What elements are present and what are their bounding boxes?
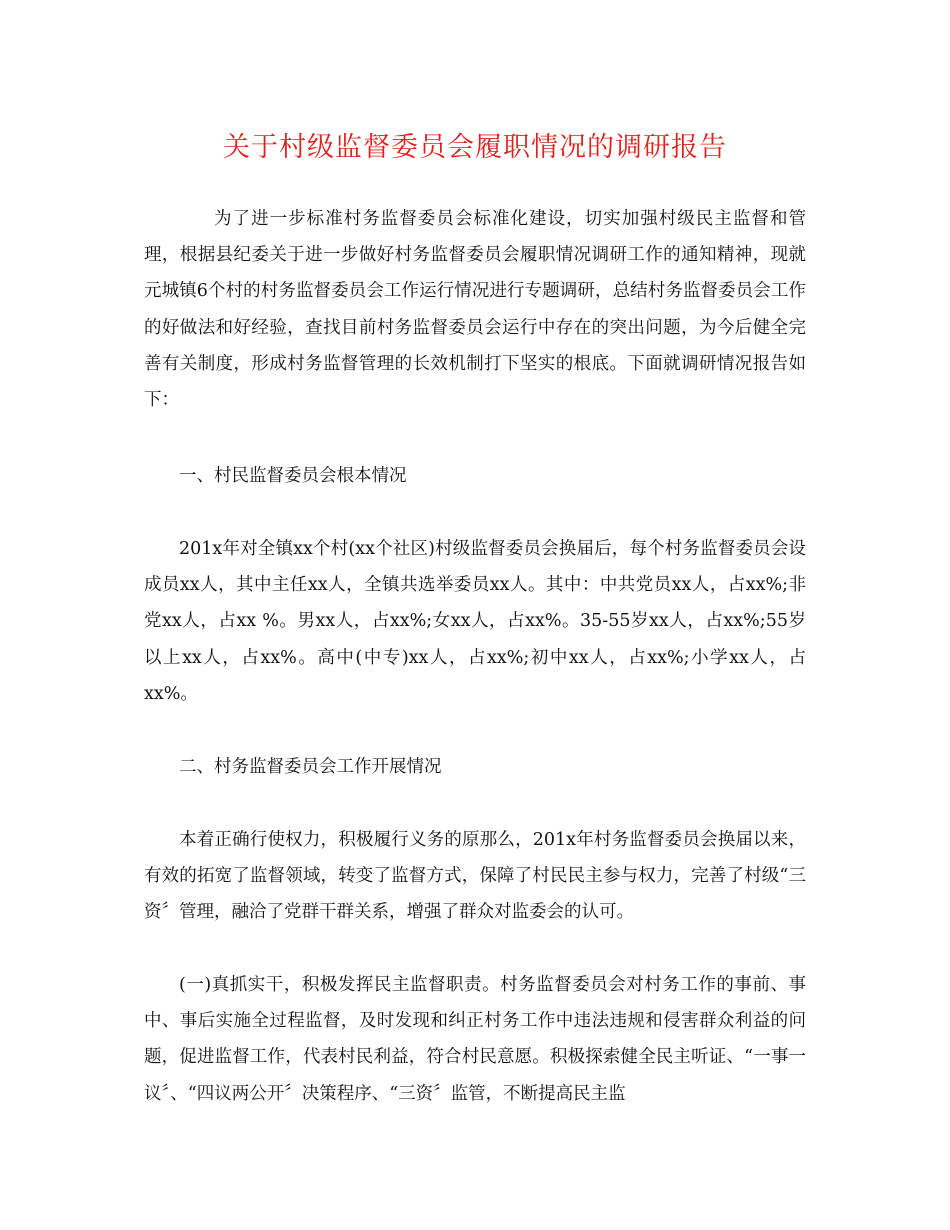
subsection-1-paragraph: (一)真抓实干，积极发挥民主监督职责。村务监督委员会对村务工作的事前、事中、事后实施全过程监督，及时发现和纠正村务工作中违法违规和侵害群众利益的问题，促进监督工作，代表村民利益，符合村民意愿。积极探索健全民主听证、“一事一议〞、“四议两公开〞决策程序、“三资〞监管，不断提高民主监 [144,975,806,1104]
section-2-paragraph: 本着正确行使权力，积极履行义务的原那么，201x年村务监督委员会换届以来，有效的拓宽了监督领域，转变了监督方式，保障了村民民主参与权力，完善了村级“三资〞管理，融洽了党群干群关系，增强了群众对监委会的认可。 [144,830,806,923]
section-heading-2: 二、村务监督委员会工作开展情况 [179,757,442,777]
intro-paragraph: 为了进一步标准村务监督委员会标准化建设，切实加强村级民主监督和管理，根据县纪委关于进一步做好村务监督委员会履职情况调研工作的通知精神，现就元城镇6个村的村务监督委员会工作运行情况进行专题调研，总结村务监督委员会工作的好做法和好经验，查找目前村务监督委员会运行中存在的突出问题，为今后健全完善有关制度，形成村务监督管理的长效机制打下坚实的根底。下面就调研情况报告如下： [144,209,806,411]
document-title: 关于村级监督委员会履职情况的调研报告 [223,132,727,163]
section-1-paragraph: 201x年对全镇xx个村(xx个社区)村级监督委员会换届后，每个村务监督委员会设成员xx人，其中主任xx人，全镇共选举委员xx人。其中：中共党员xx人，占xx%;非党xx人，占xx %。男xx人，占xx%;女xx人，占xx%。35-55岁xx人，占xx%;55岁以上xx人，占xx%。高中(中专)xx人，占xx%;初中xx人，占xx%;小学xx人，占xx%。 [144,539,806,704]
section-heading-1: 一、村民监督委员会根本情况 [179,466,407,486]
